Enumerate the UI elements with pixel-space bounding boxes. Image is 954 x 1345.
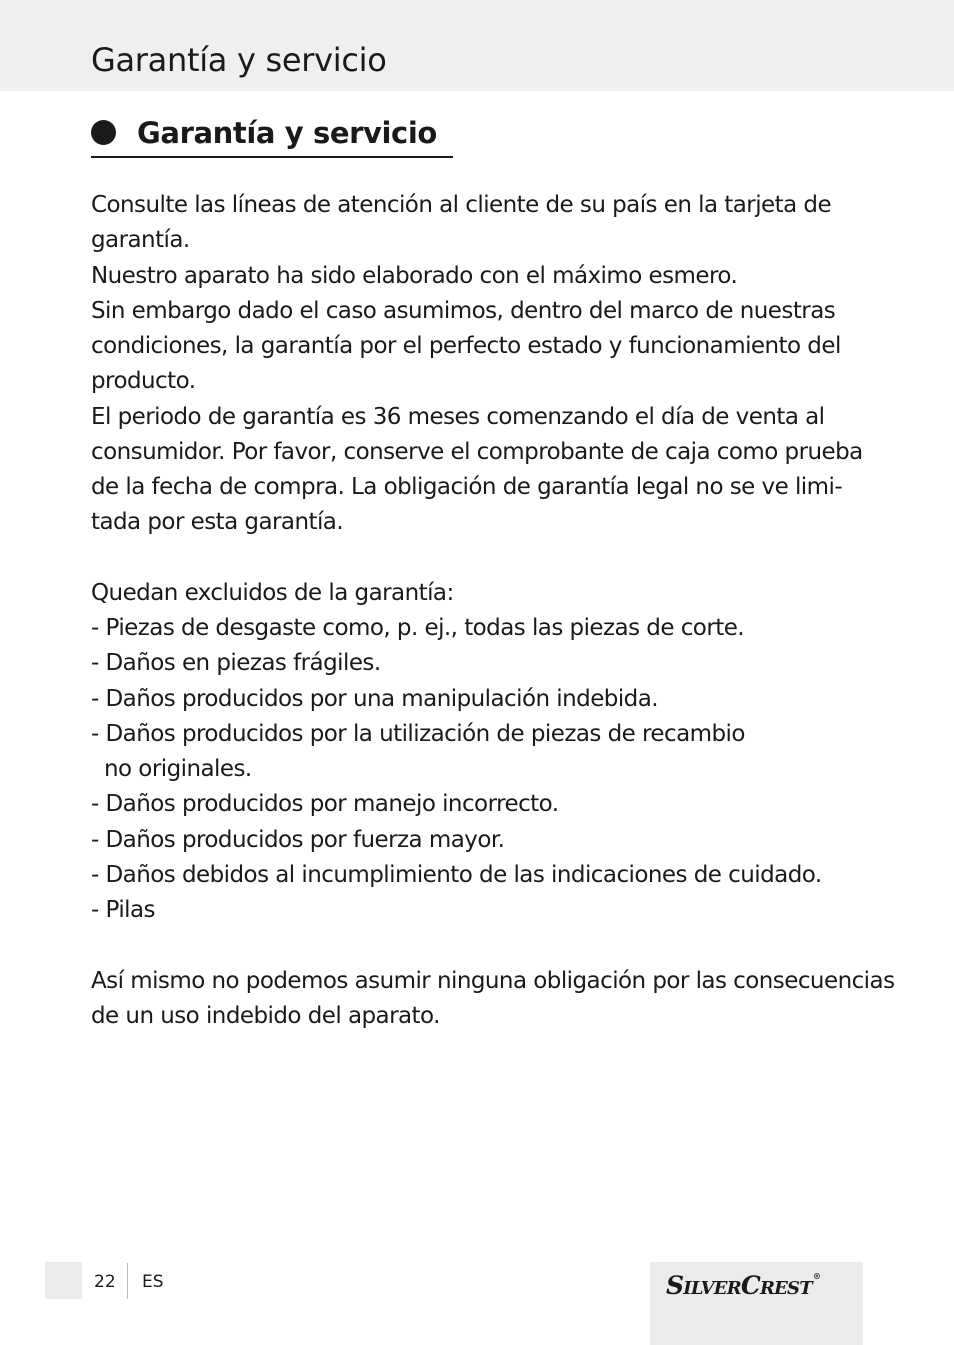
- text-line: Nuestro aparato ha sido elaborado con el máximo esmero.: [91, 262, 738, 289]
- text-line: condiciones, la garantía por el perfecto estado y funcionamiento del: [91, 333, 841, 359]
- exclusion-item: - Daños producidos por una manipulación indebida.: [91, 685, 659, 712]
- exclusion-item: - Daños producidos por fuerza mayor.: [91, 826, 505, 853]
- exclusion-item: - Daños producidos por manejo incorrecto.: [91, 791, 559, 818]
- bullet-icon: [91, 120, 116, 145]
- text-line: tada por esta garantía.: [91, 509, 344, 536]
- exclusion-item-continuation: no originales.: [104, 756, 252, 782]
- text-line: Sin embargo dado el caso asumimos, dentro del marco de nuestras: [91, 297, 836, 324]
- footer-divider: [127, 1263, 128, 1299]
- section-heading-text: Garantía y servicio: [137, 116, 437, 150]
- language-code: ES: [142, 1272, 164, 1292]
- text-line: de un uso indebido del aparato.: [91, 1002, 440, 1029]
- exclusion-item: - Piezas de desgaste como, p. ej., todas las piezas de corte.: [91, 615, 745, 641]
- text-line: Consulte las líneas de atención al cliente de su país en la tarjeta de: [91, 192, 832, 218]
- exclusions-intro: Quedan excluidos de la garantía:: [91, 579, 454, 606]
- text-line: de la fecha de compra. La obligación de garantía legal no se ve limi-: [91, 474, 843, 500]
- exclusion-item: - Pilas: [91, 897, 155, 923]
- exclusion-item: - Daños en piezas frágiles.: [91, 650, 381, 677]
- section-heading: [91, 110, 453, 158]
- silvercrest-logo: SILVERCREST®: [666, 1271, 821, 1300]
- text-line: garantía.: [91, 227, 190, 254]
- paragraph-gap: [91, 928, 881, 963]
- text-line: producto.: [91, 368, 196, 395]
- page-number: 22: [94, 1272, 116, 1292]
- text-line: consumidor. Por favor, conserve el comprobante de caja como prueba: [91, 438, 863, 465]
- text-line: El periodo de garantía es 36 meses comenzando el día de venta al: [91, 403, 825, 430]
- exclusion-item: - Daños producidos por la utilización de piezas de recambio: [91, 720, 745, 747]
- footer-marker: [45, 1262, 82, 1299]
- text-line: Así mismo no podemos asumir ninguna obligación por las consecuencias: [91, 967, 895, 994]
- exclusion-item: - Daños debidos al incumplimiento de las indicaciones de cuidado.: [91, 861, 822, 888]
- body-text: [91, 188, 895, 1034]
- logo-box: [650, 1262, 863, 1345]
- paragraph-gap: [91, 541, 881, 576]
- page-title: Garantía y servicio: [91, 41, 387, 79]
